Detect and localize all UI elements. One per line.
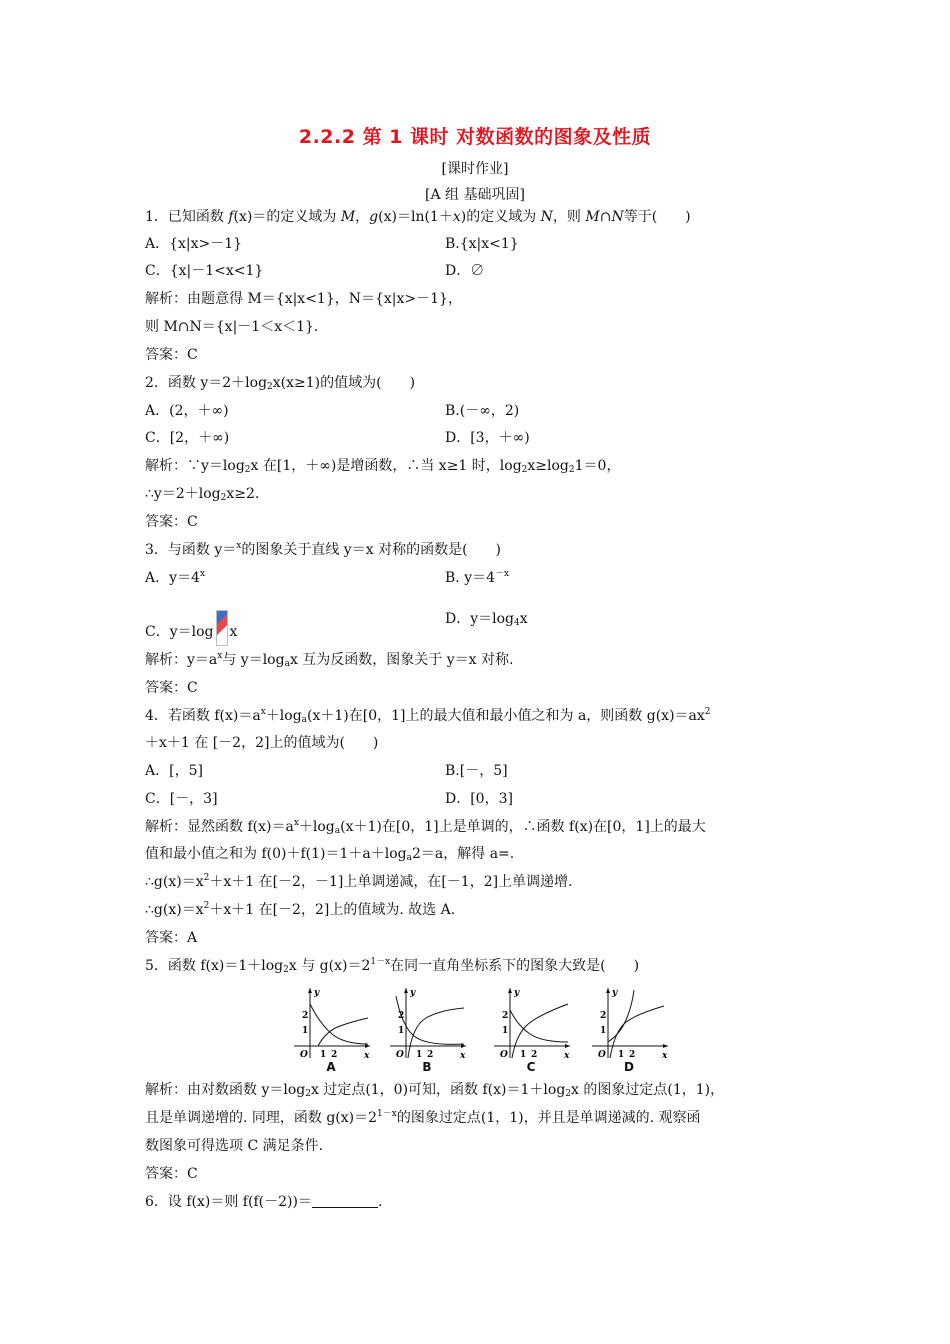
homework-label: [课时作业] — [441, 161, 509, 177]
page-title: 2.2.2 第 1 课时 对数函数的图象及性质 — [298, 126, 652, 148]
q4-solution-4: $\therefore g(x)=x^2+x+1$ 在[－2，2]上的值域为. 故选 A. — [145, 901, 456, 918]
graph-c-xtick-1: 1 — [520, 1050, 527, 1060]
q2-answer: 答案：C — [145, 514, 198, 530]
graph-b-xtick-2: 2 — [427, 1050, 434, 1060]
graph-d-ytick-2: 2 — [600, 1011, 607, 1021]
q4-stem-1: 4．若函数 $f(x)=a^x+\log_a(x+1)$在[0，1]上的最大值和最小值之和为 a，则函数 $g(x)=ax^2$ — [145, 707, 711, 725]
graph-c-x-label: x — [564, 1051, 570, 1061]
graph-c-y-label: y — [514, 988, 520, 998]
graph-c-label: C — [526, 1060, 536, 1074]
graph-a-y-label: y — [314, 988, 320, 998]
q2-stem: 2．函数 $y=2+\log_2x(x\ge 1)$的值域为( ) — [145, 375, 416, 392]
q2-option-c: C．[2，＋∞) — [145, 430, 230, 446]
graph-d-xtick-2: 2 — [629, 1050, 636, 1060]
graph-a-ytick-1: 1 — [302, 1026, 309, 1036]
graph-a-ytick-2: 2 — [302, 1011, 309, 1021]
graph-d-y-label: y — [612, 988, 618, 998]
graph-b-xtick-1: 1 — [416, 1050, 423, 1060]
graph-a-origin: O — [300, 1050, 308, 1060]
q1-solution-1: 解析：由题意得 M＝{x|x<1}，N＝{x|x>－1}， — [145, 291, 462, 307]
graph-a-plot — [290, 986, 372, 1062]
graph-d-x-label: x — [662, 1051, 668, 1061]
q1-option-a: A．{x|x>－1} — [145, 236, 243, 252]
q1-option-c: C．{x|－1<x<1} — [145, 263, 264, 279]
q4-solution-1: 解析：显然函数 $f(x)=a^x+\log_a(x+1)$在[0，1]上是单调的，∴函数 f(x)在[0，1]上的最大 — [145, 818, 706, 836]
q5-solution-2: 且是单调递增的. 同理，函数 $g(x)=2^{1-x}$的图象过定点(1，1)，并且是单调递减的. 观察函 — [145, 1109, 701, 1126]
answer-blank[interactable] — [312, 1195, 378, 1208]
graph-c-plot — [490, 986, 572, 1062]
q4-stem-2: ＋x＋1 在 [－2，2]上的值域为( ) — [145, 735, 379, 751]
graph-option-d — [588, 986, 670, 1076]
graph-option-b — [386, 986, 468, 1076]
graph-c-ytick-1: 1 — [502, 1026, 509, 1036]
q3-option-d: D．$y=\log_4x$ — [445, 611, 528, 628]
q2-option-d: D．[3，＋∞) — [445, 430, 530, 446]
graph-b-y-label: y — [410, 988, 416, 998]
graph-a-curve-1 — [310, 1004, 368, 1044]
q2-solution-2: $\therefore y=2+\log_2x\ge 2$. — [145, 486, 260, 503]
q5-solution-3: 数图象可得选项 C 满足条件. — [145, 1138, 324, 1154]
q3-option-a: A．$y=4^x$ — [145, 569, 206, 586]
q1-solution-2: 则 M∩N＝{x|－1＜x＜1}． — [145, 319, 328, 335]
q5-graph-options — [290, 986, 670, 1076]
q1-stem: 1．已知函数 f(x)＝的定义域为 M，g(x)＝ln(1＋x)的定义域为 N，则 M∩N等于( ) — [145, 209, 691, 225]
graph-d-label: D — [624, 1060, 634, 1074]
graph-b-ytick-1: 1 — [398, 1026, 405, 1036]
q1-option-d: D．∅ — [445, 263, 485, 279]
q2-option-a: A．(2，＋∞) — [145, 403, 229, 419]
graph-c-ytick-2: 2 — [502, 1011, 509, 1021]
graph-option-a — [290, 986, 372, 1076]
q5-answer: 答案：C — [145, 1166, 198, 1182]
q3-option-b: B. $y=4^{-x}$ — [445, 569, 510, 586]
graph-c-xtick-2: 2 — [531, 1050, 538, 1060]
graph-c-origin: O — [500, 1050, 508, 1060]
graph-d-plot — [588, 986, 670, 1062]
q4-answer: 答案：A — [145, 930, 198, 946]
graph-a-label: A — [326, 1060, 336, 1074]
graph-b-label: B — [422, 1060, 432, 1074]
graph-a-x-label: x — [364, 1051, 370, 1061]
graph-b-ytick-2: 2 — [398, 1011, 405, 1021]
q3-answer: 答案：C — [145, 680, 198, 696]
q2-solution-1: 解析：$\because y=\log_2x$ 在[1，＋∞)是增函数，∴当 x≥1 时，$\log_2x\ge\log_21=0$， — [145, 458, 621, 475]
q6-stem: 6．设 f(x)＝则 f(f(－2))＝ . — [145, 1194, 383, 1210]
inline-image-icon — [216, 610, 228, 646]
q1-answer: 答案：C — [145, 347, 198, 363]
q3-option-c: C．y＝log x — [145, 610, 237, 646]
q4-option-a: A．[，5] — [145, 763, 203, 779]
graph-option-c — [490, 986, 572, 1076]
graph-a-xtick-2: 2 — [331, 1050, 338, 1060]
graph-d-xtick-1: 1 — [618, 1050, 625, 1060]
q1-option-b: B.{x|x<1} — [445, 236, 519, 252]
graph-b-origin: O — [396, 1050, 404, 1060]
graph-a-curve-2 — [318, 1018, 368, 1046]
q4-solution-2: 值和最小值之和为 $f(0)+f(1)=1+a+\log_a2=a$，解得 a=. — [145, 846, 515, 863]
graph-a-xtick-1: 1 — [320, 1050, 327, 1060]
graph-d-ytick-1: 1 — [600, 1026, 607, 1036]
q4-solution-3: $\therefore g(x)=x^2+x+1$ 在[－2，－1]上单调递减，在[－1，2]上单调递增. — [145, 873, 573, 890]
group-label: [A 组 基础巩固] — [425, 187, 525, 203]
q3-solution: 解析：$y=a^x$与 $y=\log_ax$ 互为反函数，图象关于 y＝x 对称. — [145, 651, 514, 669]
graph-b-x-label: x — [460, 1051, 466, 1061]
q2-option-b: B.(－∞，2) — [445, 403, 520, 419]
q5-stem: 5．函数 $f(x)=1+\log_2x$ 与 $g(x)=2^{1-x}$在同一直角坐标系下的图象大致是( ) — [145, 957, 640, 975]
q4-option-d: D．[0，3] — [445, 791, 513, 807]
graph-b-plot — [386, 986, 468, 1062]
graph-d-origin: O — [598, 1050, 606, 1060]
q5-solution-1: 解析：由对数函数 $y=\log_2x$ 过定点(1，0)可知，函数 $f(x)=1+\log_2x$ 的图象过定点(1，1)， — [145, 1082, 725, 1099]
q3-stem: 3．与函数 y＝$^x$的图象关于直线 y＝x 对称的函数是( ) — [145, 541, 501, 558]
q4-option-b: B.[－，5] — [445, 763, 508, 779]
q4-option-c: C．[－，3] — [145, 791, 218, 807]
